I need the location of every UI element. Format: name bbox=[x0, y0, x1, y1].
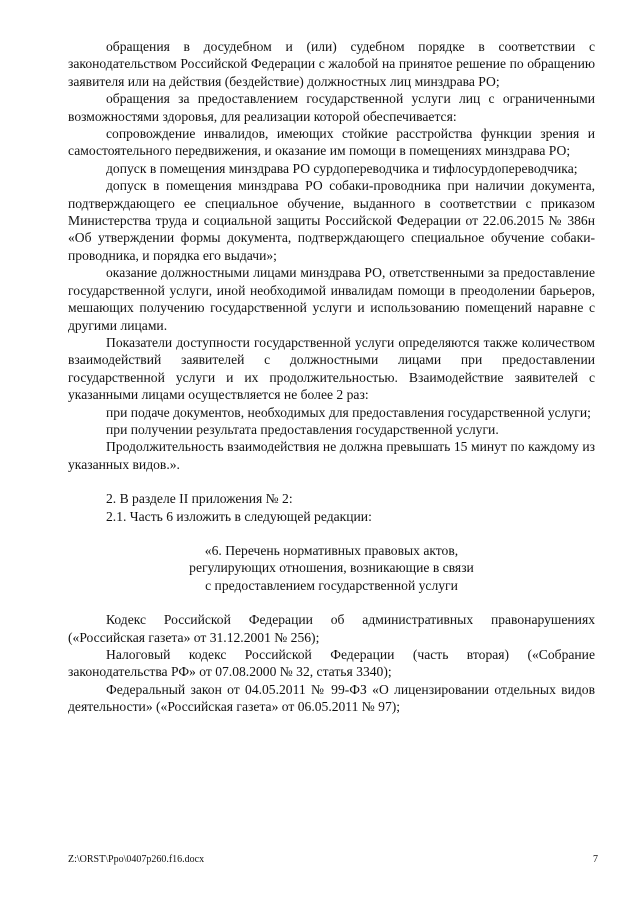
footer-file-path: Z:\ORST\Ppo\0407p260.f16.docx bbox=[68, 854, 205, 865]
paragraph: обращения за предоставлением государственной услуги лиц с ограниченными возможностями здоровья, для реализации которой обеспечивается: bbox=[68, 91, 595, 124]
list-heading-line: с предоставлением государственной услуги bbox=[205, 577, 458, 593]
paragraph: сопровождение инвалидов, имеющих стойкие расстройства функции зрения и самостоятельного передвижения, и оказание им помощи в помещениях минздрава РО; bbox=[68, 126, 595, 159]
list-heading-line: «6. Перечень нормативных правовых актов, bbox=[204, 542, 459, 558]
paragraph: Показатели доступности государственной услуги определяются также количеством взаимодействий заявителей с должностными лицами при предоставлении государственной услуги и их продолжительностью. Взаимодействие заявителей с указанными лицами осуществляется не более 2 раз: bbox=[68, 334, 595, 403]
paragraph: Кодекс Российской Федерации об административных правонарушениях («Российская газета» от 31.12.2001 № 256); bbox=[68, 612, 595, 645]
paragraph: Налоговый кодекс Российской Федерации (часть вторая) («Собрание законодательства РФ» от 07.08.2000 № 32, статья 3340); bbox=[68, 647, 595, 680]
page-number: 7 bbox=[593, 854, 598, 865]
paragraph: Федеральный закон от 04.05.2011 № 99-ФЗ «О лицензировании отдельных видов деятельности» («Российская газета» от 06.05.2011 № 97); bbox=[68, 681, 595, 715]
paragraph: при подаче документов, необходимых для предоставления государственной услуги; bbox=[106, 404, 591, 420]
paragraph: обращения в досудебном и (или) судебном порядке в соответствии с законодательством Российской Федерации с жалобой на принятое решение по обращению заявителя или на действия (бездействие) должностных лиц минздрава РО; bbox=[68, 39, 595, 89]
spacer bbox=[68, 594, 595, 611]
spacer bbox=[68, 473, 595, 490]
paragraph: допуск в помещения минздрава РО собаки-проводника при наличии документа, подтверждающего ее специальное обучение, выданного в соответствии с приказом Министерства труда и социальной защиты Российской Федерации от 22.06.2015 № 386н «Об утверждении формы документа, подтверждающего специальное обучение собаки-проводника, и порядка его выдачи»; bbox=[68, 178, 595, 263]
subsection-title: 2.1. Часть 6 изложить в следующей редакции: bbox=[106, 508, 372, 524]
document-body bbox=[68, 38, 595, 716]
section-title: 2. В разделе II приложения № 2: bbox=[106, 491, 293, 507]
paragraph: Продолжительность взаимодействия не должна превышать 15 минут по каждому из указанных видов.». bbox=[68, 439, 595, 472]
paragraph: при получении результата предоставления государственной услуги. bbox=[106, 421, 499, 437]
list-heading-line: регулирующих отношения, возникающие в связи bbox=[189, 560, 474, 576]
paragraph: допуск в помещения минздрава РО сурдопереводчика и тифлосурдопереводчика; bbox=[106, 160, 578, 176]
spacer bbox=[68, 525, 595, 542]
paragraph: оказание должностными лицами минздрава РО, ответственными за предоставление государственной услуги, иной необходимой инвалидам помощи в преодолении барьеров, мешающих получению государственной услуги и использованию помещений наравне с другими лицами. bbox=[68, 265, 595, 333]
